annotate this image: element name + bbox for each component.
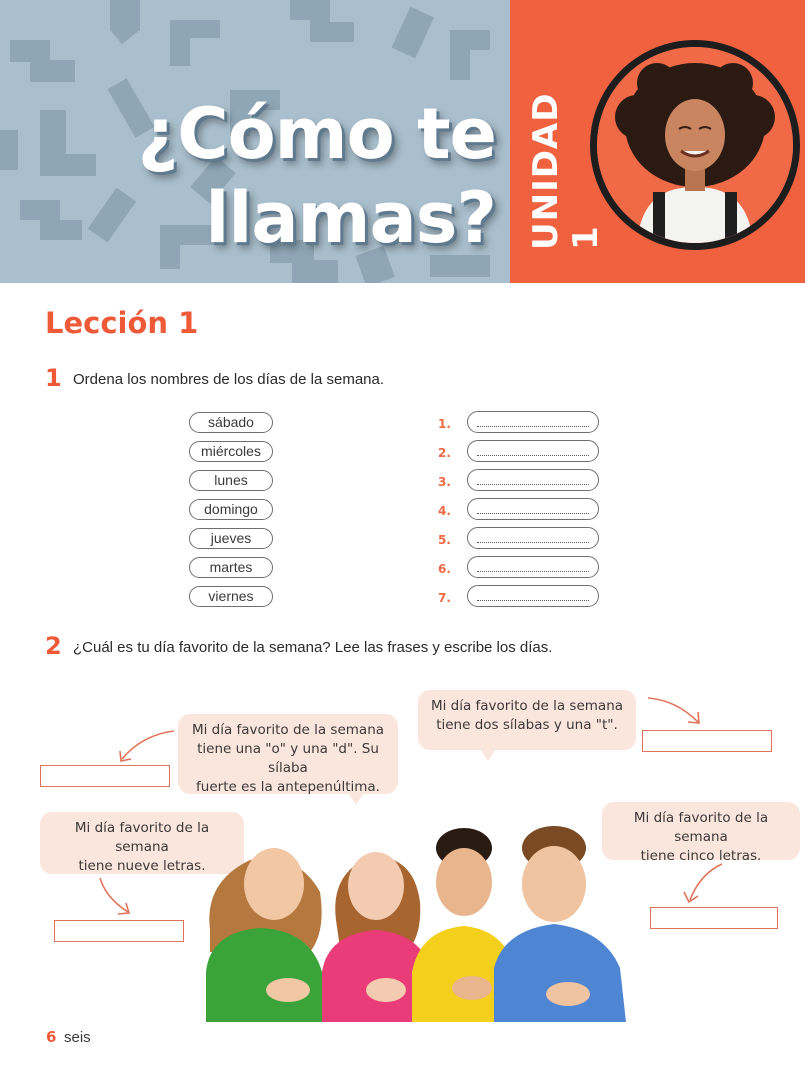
girl-photo [597,47,793,243]
exercise-1-instruction: Ordena los nombres de los días de la semana. [73,371,385,388]
answer-number: 1. [438,417,451,431]
bubble-line: Mi día favorito de la semana [191,722,385,738]
arrow-icon [646,694,706,728]
girl-illustration [597,47,793,243]
speech-bubble-2 [418,690,636,750]
exercise-1-number: 1 [45,364,62,392]
page-number: 6 [46,1028,57,1046]
answer-field-5[interactable] [467,527,599,549]
arrow-icon [96,876,140,918]
answer-field-1[interactable] [467,411,599,433]
unit-title [76,92,496,260]
lesson-title: Lección 1 [45,306,199,340]
answer-box-2[interactable] [642,730,772,752]
answer-field-4[interactable] [467,498,599,520]
answer-box-1[interactable] [40,765,170,787]
answer-field-6[interactable] [467,556,599,578]
banner-pattern-panel [0,0,510,283]
unit-label: UNIDAD 1 [526,92,606,250]
word-pill: sábado [189,412,273,433]
answer-field-3[interactable] [467,469,599,491]
answer-field-2[interactable] [467,440,599,462]
bubble-line: tiene nueve letras. [78,858,206,874]
answer-number: 2. [438,446,451,460]
word-pill: jueves [189,528,273,549]
arrow-icon [680,860,726,906]
children-photo [200,812,632,1022]
girl-photo-frame [590,40,800,250]
bubble-line: Mi día favorito de la semana [74,820,210,855]
bubble-line: Mi día favorito de la semana [430,698,624,714]
bubble-line: fuerte es la antepenúltima. [196,779,380,795]
unit-title-line2: llamas? [205,177,496,259]
word-pill: martes [189,557,273,578]
answer-number: 5. [438,533,451,547]
answer-number: 3. [438,475,451,489]
page-number-word: seis [64,1029,91,1046]
answer-number: 6. [438,562,451,576]
unit-title-line1: ¿Cómo te [137,93,496,175]
answer-number: 4. [438,504,451,518]
answer-box-3[interactable] [54,920,184,942]
bubble-line: tiene dos sílabas y una "t". [436,717,618,733]
answer-number: 7. [438,591,451,605]
exercise-2-number: 2 [45,632,62,660]
word-pill: domingo [189,499,273,520]
exercise-2-instruction: ¿Cuál es tu día favorito de la semana? Lee las frases y escribe los días. [73,639,553,656]
answer-field-7[interactable] [467,585,599,607]
word-pill: lunes [189,470,273,491]
bubble-line: tiene cinco letras. [640,848,762,864]
word-pill: viernes [189,586,273,607]
word-pill: miércoles [189,441,273,462]
answer-box-4[interactable] [650,907,778,929]
bubble-line: tiene una "o" y una "d". Su sílaba [197,741,379,776]
bubble-line: Mi día favorito de la semana [633,810,769,845]
speech-bubble-1 [178,714,398,794]
arrow-icon [112,727,178,767]
